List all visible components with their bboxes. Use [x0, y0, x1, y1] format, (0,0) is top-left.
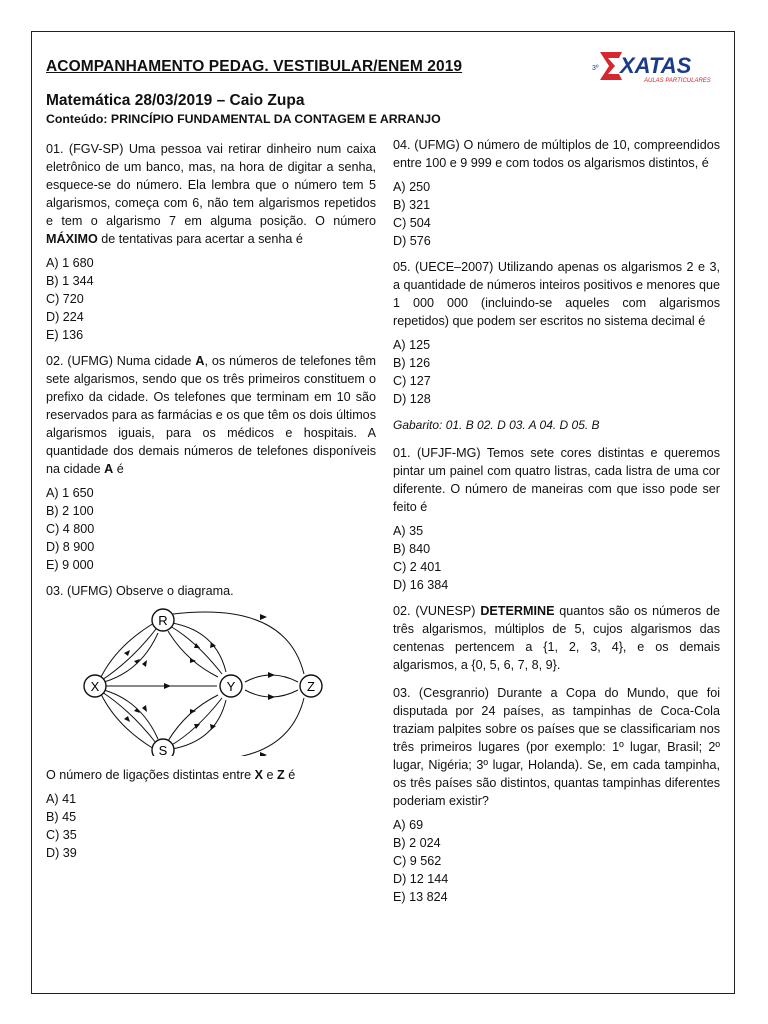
p02-bold: DETERMINE: [480, 604, 555, 618]
option: D) 12 144: [393, 872, 449, 886]
sigma-icon: [600, 52, 622, 80]
arrowhead: [268, 672, 275, 678]
question-02: [46, 352, 376, 478]
arrowhead: [142, 660, 147, 667]
content-label: Conteúdo:: [46, 112, 108, 126]
option: B) 840: [393, 542, 431, 556]
q01-options: [46, 254, 376, 344]
logo-text: XATAS: [620, 53, 692, 78]
question-01: [46, 140, 376, 248]
option: A) 35: [393, 524, 424, 538]
q01-bold: MÁXIMO: [46, 232, 98, 246]
node-label-s: S: [158, 743, 168, 756]
question-04: 04. (UFMG) O número de múltiplos de 10, compreendidos entre 100 e 9 999 e com todos os algarismos distintos, é: [393, 138, 720, 170]
practice-02: [393, 602, 720, 674]
node-r: [152, 609, 174, 631]
option: B) 1 344: [46, 274, 94, 288]
option: C) 720: [46, 292, 84, 306]
option: D) 39: [46, 846, 77, 860]
option: A) 41: [46, 792, 77, 806]
option: B) 321: [393, 198, 431, 212]
arrowhead: [124, 650, 130, 656]
q02-text-b: , os números de telefones têm sete algarismos, sendo que os três primeiros constituem o prefixo da cidade. Os telefones que terminam em 10 são reservados para as farmácias e os que têm os dois últimos algarismos iguais, para os médicos e hospitais. A quantidade dos demais números de telefones disponíveis na cidade: [46, 354, 376, 476]
node-y: [220, 675, 242, 697]
graph-diagram: [46, 606, 346, 756]
option: A) 125: [393, 338, 431, 352]
arrowhead: [260, 752, 267, 756]
node-label-z: Z: [307, 679, 315, 694]
q03-bold-2: Z: [277, 768, 285, 782]
option: C) 504: [393, 216, 431, 230]
option: A) 250: [393, 180, 431, 194]
graph-nodes: [84, 609, 322, 756]
edge: [104, 633, 158, 682]
node-label-r: R: [158, 613, 168, 628]
option: C) 127: [393, 374, 431, 388]
p01-options: [393, 522, 720, 594]
option: B) 45: [46, 810, 77, 824]
edge: [102, 692, 156, 743]
option: E) 136: [46, 328, 84, 342]
question-03: 03. (UFMG) Observe o diagrama.: [46, 584, 234, 598]
node-label-x: X: [90, 679, 100, 694]
exatas-logo: [588, 46, 720, 86]
edge: [173, 698, 304, 756]
q02-text-a: 02. (UFMG) Numa cidade: [46, 354, 196, 368]
left-column: [46, 140, 376, 870]
practice-03: 03. (Cesgranrio) Durante a Copa do Mundo, que foi disputada por 24 países, as tampinhas de Coca-Cola traziam palpites sobre os países que se classificariam nos três primeiros lugares (por exemplo: 1º lugar, Brasil; 2º lugar, Nigéria; 3º lugar, Holanda). Se, em cada tampinha, os três países são distintos, quantas tampinhas diferentes poderiam existir?: [393, 686, 720, 808]
arrowheads: [124, 614, 275, 756]
content-line: [46, 112, 441, 126]
page-subtitle: Matemática 28/03/2019 – Caio Zupa: [46, 92, 305, 109]
option: D) 8 900: [46, 540, 95, 554]
question-05: 05. (UECE–2007) Utilizando apenas os algarismos 2 e 3, a quantidade de números inteiros positivos e menores que 1 000 000 (incluindo-se aqueles com algarismos repetidos) que podem ser escritos no sistema decimal é: [393, 260, 720, 328]
p02-text-a: 02. (VUNESP): [393, 604, 481, 618]
option: D) 224: [46, 310, 84, 324]
p03-options: [393, 816, 720, 906]
logo-prefix: 3º: [592, 65, 599, 72]
arrowhead: [194, 724, 200, 729]
arrowhead: [268, 694, 275, 700]
q02-bold-2: A: [104, 462, 114, 476]
arrowhead: [142, 705, 147, 712]
edge: [170, 698, 222, 746]
answer-key: Gabarito: 01. B 02. D 03. A 04. D 05. B: [393, 418, 600, 432]
content-value: PRINCÍPIO FUNDAMENTAL DA CONTAGEM E ARRANJO: [110, 112, 441, 126]
option: A) 1 680: [46, 256, 94, 270]
arrowhead: [124, 716, 130, 722]
q03-question: [46, 766, 376, 784]
edge: [100, 623, 154, 679]
option: A) 69: [393, 818, 424, 832]
arrowhead: [164, 683, 171, 689]
edge: [168, 631, 218, 677]
q03-bold-1: X: [254, 768, 264, 782]
option: E) 13 824: [393, 890, 448, 904]
q03-text-b: e: [263, 768, 278, 782]
practice-01: 01. (UFJF-MG) Temos sete cores distintas e queremos pintar um painel com quatro listras, cada listra de uma cor diferente. O número de maneiras com que isso pode ser feito é: [393, 446, 720, 514]
option: D) 576: [393, 234, 431, 248]
q04-options: [393, 178, 720, 250]
q01-text-b: de tentativas para acertar a senha é: [97, 232, 303, 246]
page-title: ACOMPANHAMENTO PEDAG. VESTIBULAR/ENEM 2019: [46, 58, 463, 75]
node-x: [84, 675, 106, 697]
edge: [104, 690, 158, 739]
option: A) 1 650: [46, 486, 94, 500]
p02-text-b: quantos são os números de três algarismos, múltiplos de 5, cujos algarismos das centenas pertencem a {1, 2, 3, 4}, e os demais algarismos, a {0, 5, 6, 7, 8, 9}.: [393, 604, 720, 672]
option: C) 35: [46, 828, 77, 842]
option: C) 9 562: [393, 854, 442, 868]
node-label-y: Y: [226, 679, 236, 694]
node-z: [300, 675, 322, 697]
arrowhead: [260, 614, 267, 620]
q01-text-a: 01. (FGV-SP) Uma pessoa vai retirar dinheiro num caixa eletrônico de um banco, mas, na hora de digitar a senha, esquece-se do número. Ela lembra que o número tem 5 algarismos, começa com 6, não tem algarismos repetidos e tem o algarismo 7 em alguma posição. O número: [46, 142, 376, 228]
option: C) 2 401: [393, 560, 442, 574]
right-column: [393, 136, 720, 914]
edge: [170, 626, 222, 674]
option: B) 2 100: [46, 504, 94, 518]
q05-options: [393, 336, 720, 408]
q02-bold-1: A: [195, 354, 205, 368]
q03-options: [46, 790, 376, 862]
q02-text-c: é: [113, 462, 124, 476]
q02-options: [46, 484, 376, 574]
option: E) 9 000: [46, 558, 94, 572]
q03-text-c: é: [284, 768, 296, 782]
option: C) 4 800: [46, 522, 95, 536]
option: D) 16 384: [393, 578, 449, 592]
edge: [102, 629, 156, 680]
option: B) 126: [393, 356, 431, 370]
edge: [168, 695, 218, 741]
option: B) 2 024: [393, 836, 441, 850]
arrowhead: [194, 643, 200, 648]
q03-text-a: O número de ligações distintas entre: [46, 768, 255, 782]
logo-tagline: AULAS PARTICULARES: [644, 78, 711, 84]
node-s: [152, 739, 174, 756]
option: D) 128: [393, 392, 431, 406]
